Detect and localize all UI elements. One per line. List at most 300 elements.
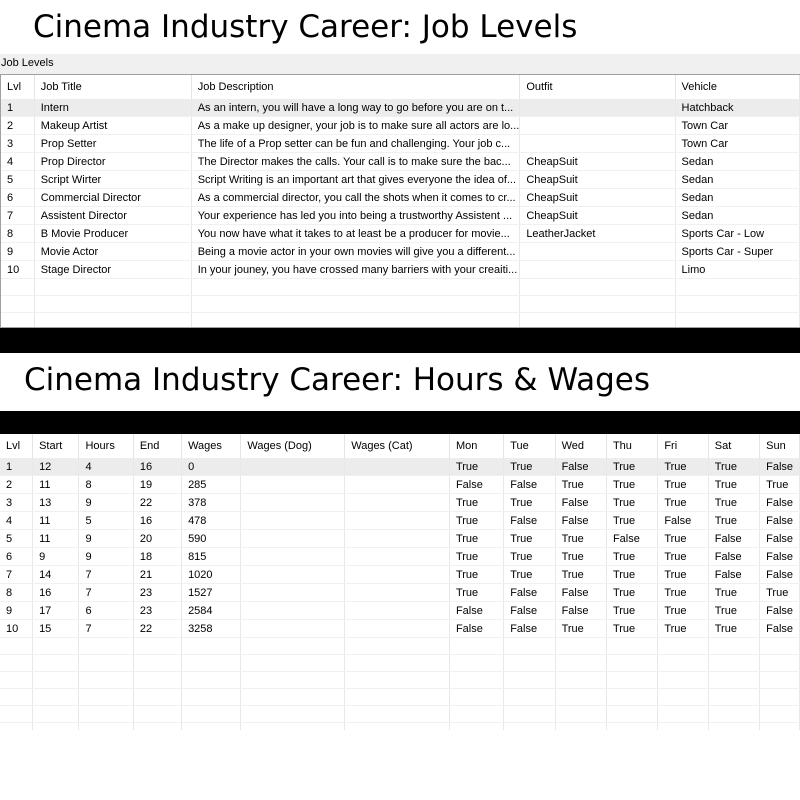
empty-cell bbox=[708, 723, 759, 731]
cell-wed: True bbox=[555, 530, 606, 548]
table-row[interactable] bbox=[1, 99, 800, 117]
cell-job-description: The Director makes the calls. Your call is to make sure the bac... bbox=[191, 153, 520, 171]
empty-cell bbox=[658, 672, 708, 689]
cell-sun: False bbox=[760, 548, 800, 566]
column-header-job-title[interactable]: Job Title bbox=[34, 75, 191, 99]
cell-job-description: Your experience has led you into being a trustworthy Assistent ... bbox=[191, 207, 520, 225]
cell-wages: 2584 bbox=[182, 602, 241, 620]
cell-wages: 1527 bbox=[182, 584, 241, 602]
empty-cell bbox=[555, 672, 606, 689]
cell-lvl: 1 bbox=[0, 458, 33, 476]
cell-sun: False bbox=[760, 566, 800, 584]
cell-wages-dog bbox=[241, 566, 345, 584]
cell-sat: True bbox=[708, 620, 759, 638]
column-header-end[interactable]: End bbox=[133, 434, 181, 458]
empty-row bbox=[0, 689, 800, 706]
column-header-mon[interactable]: Mon bbox=[449, 434, 503, 458]
empty-cell bbox=[79, 672, 133, 689]
hours-wages-title: Cinema Industry Career: Hours & Wages bbox=[24, 362, 651, 398]
cell-sat: False bbox=[708, 548, 759, 566]
cell-fri: False bbox=[658, 512, 708, 530]
cell-vehicle: Sedan bbox=[675, 171, 799, 189]
empty-cell bbox=[606, 723, 657, 731]
empty-cell bbox=[79, 638, 133, 655]
cell-tue: False bbox=[504, 602, 555, 620]
cell-mon: True bbox=[449, 584, 503, 602]
table-row[interactable] bbox=[1, 261, 800, 279]
empty-cell bbox=[449, 706, 503, 723]
cell-outfit: CheapSuit bbox=[520, 171, 675, 189]
cell-thu: True bbox=[606, 476, 657, 494]
cell-outfit bbox=[520, 261, 675, 279]
empty-cell bbox=[555, 638, 606, 655]
column-header-sun[interactable]: Sun bbox=[760, 434, 800, 458]
cell-mon: True bbox=[449, 548, 503, 566]
cell-outfit: CheapSuit bbox=[520, 189, 675, 207]
cell-thu: True bbox=[606, 458, 657, 476]
column-header-lvl[interactable]: Lvl bbox=[1, 75, 34, 99]
empty-cell bbox=[708, 672, 759, 689]
column-header-lvl[interactable]: Lvl bbox=[0, 434, 33, 458]
cell-hours: 9 bbox=[79, 530, 133, 548]
empty-cell bbox=[345, 655, 450, 672]
cell-fri: True bbox=[658, 458, 708, 476]
cell-fri: True bbox=[658, 620, 708, 638]
cell-job-description: The life of a Prop setter can be fun and challenging. Your job c... bbox=[191, 135, 520, 153]
cell-start: 14 bbox=[33, 566, 79, 584]
cell-sun: False bbox=[760, 494, 800, 512]
cell-outfit bbox=[520, 99, 675, 117]
cell-wed: True bbox=[555, 566, 606, 584]
cell-outfit: CheapSuit bbox=[520, 207, 675, 225]
empty-cell bbox=[555, 706, 606, 723]
empty-cell bbox=[1, 279, 34, 296]
empty-cell bbox=[760, 689, 800, 706]
column-header-wed[interactable]: Wed bbox=[555, 434, 606, 458]
cell-mon: True bbox=[449, 458, 503, 476]
cell-lvl: 7 bbox=[1, 207, 34, 225]
cell-tue: False bbox=[504, 584, 555, 602]
cell-job-description: Script Writing is an important art that gives everyone the idea of... bbox=[191, 171, 520, 189]
column-header-outfit[interactable]: Outfit bbox=[520, 75, 675, 99]
table-row[interactable] bbox=[1, 171, 800, 189]
cell-tue: True bbox=[504, 530, 555, 548]
cell-lvl: 4 bbox=[1, 153, 34, 171]
column-header-wages[interactable]: Wages bbox=[182, 434, 241, 458]
cell-fri: True bbox=[658, 548, 708, 566]
cell-wages-dog bbox=[241, 476, 345, 494]
empty-cell bbox=[760, 655, 800, 672]
cell-job-title: Stage Director bbox=[34, 261, 191, 279]
column-header-tue[interactable]: Tue bbox=[504, 434, 555, 458]
empty-cell bbox=[658, 689, 708, 706]
table-row[interactable] bbox=[0, 548, 800, 566]
empty-row bbox=[1, 279, 800, 296]
cell-thu: True bbox=[606, 512, 657, 530]
cell-job-title: Script Wirter bbox=[34, 171, 191, 189]
cell-start: 13 bbox=[33, 494, 79, 512]
table-row[interactable] bbox=[0, 512, 800, 530]
cell-fri: True bbox=[658, 602, 708, 620]
empty-cell bbox=[79, 689, 133, 706]
cell-job-description: As a make up designer, your job is to make sure all actors are lo... bbox=[191, 117, 520, 135]
cell-mon: True bbox=[449, 566, 503, 584]
empty-cell bbox=[345, 689, 450, 706]
separator-bar bbox=[0, 328, 800, 353]
cell-wages-cat bbox=[345, 566, 450, 584]
cell-job-description: In your jouney, you have crossed many barriers with your creaiti... bbox=[191, 261, 520, 279]
cell-wages-cat bbox=[345, 584, 450, 602]
empty-cell bbox=[0, 655, 33, 672]
cell-sun: True bbox=[760, 584, 800, 602]
cell-end: 18 bbox=[133, 548, 181, 566]
cell-thu: True bbox=[606, 620, 657, 638]
cell-outfit bbox=[520, 135, 675, 153]
hours-wages-header-row bbox=[0, 434, 800, 458]
cell-end: 22 bbox=[133, 494, 181, 512]
cell-mon: True bbox=[449, 530, 503, 548]
column-header-sat[interactable]: Sat bbox=[708, 434, 759, 458]
table-row[interactable] bbox=[0, 566, 800, 584]
empty-row bbox=[1, 296, 800, 313]
cell-sun: True bbox=[760, 476, 800, 494]
cell-outfit bbox=[520, 117, 675, 135]
cell-end: 21 bbox=[133, 566, 181, 584]
cell-vehicle: Town Car bbox=[675, 135, 799, 153]
job-levels-title: Cinema Industry Career: Job Levels bbox=[33, 9, 578, 45]
column-header-vehicle[interactable]: Vehicle bbox=[675, 75, 799, 99]
table-row[interactable] bbox=[1, 135, 800, 153]
column-header-thu[interactable]: Thu bbox=[606, 434, 657, 458]
cell-end: 19 bbox=[133, 476, 181, 494]
cell-wages: 378 bbox=[182, 494, 241, 512]
empty-cell bbox=[191, 279, 520, 296]
cell-fri: True bbox=[658, 476, 708, 494]
cell-vehicle: Sports Car - Low bbox=[675, 225, 799, 243]
cell-fri: True bbox=[658, 530, 708, 548]
empty-cell bbox=[606, 638, 657, 655]
cell-wages: 1020 bbox=[182, 566, 241, 584]
cell-wages: 0 bbox=[182, 458, 241, 476]
cell-start: 11 bbox=[33, 512, 79, 530]
empty-cell bbox=[504, 672, 555, 689]
job-levels-header-row bbox=[1, 75, 800, 99]
cell-wed: True bbox=[555, 476, 606, 494]
cell-job-title: Intern bbox=[34, 99, 191, 117]
empty-cell bbox=[33, 672, 79, 689]
cell-wages: 3258 bbox=[182, 620, 241, 638]
empty-cell bbox=[449, 723, 503, 731]
table-row[interactable] bbox=[1, 189, 800, 207]
table-row[interactable] bbox=[0, 458, 800, 476]
empty-cell bbox=[79, 655, 133, 672]
empty-cell bbox=[33, 689, 79, 706]
cell-wages-dog bbox=[241, 458, 345, 476]
cell-lvl: 9 bbox=[0, 602, 33, 620]
job-levels-table bbox=[1, 75, 800, 328]
empty-cell bbox=[520, 279, 675, 296]
cell-wages-dog bbox=[241, 620, 345, 638]
cell-wages: 590 bbox=[182, 530, 241, 548]
empty-cell bbox=[133, 638, 181, 655]
cell-end: 22 bbox=[133, 620, 181, 638]
cell-lvl: 3 bbox=[0, 494, 33, 512]
cell-wed: False bbox=[555, 602, 606, 620]
cell-job-title: Prop Setter bbox=[34, 135, 191, 153]
cell-vehicle: Sedan bbox=[675, 153, 799, 171]
empty-row bbox=[0, 723, 800, 731]
empty-cell bbox=[34, 296, 191, 313]
empty-cell bbox=[658, 723, 708, 731]
cell-start: 15 bbox=[33, 620, 79, 638]
empty-cell bbox=[79, 723, 133, 731]
cell-wages-cat bbox=[345, 458, 450, 476]
empty-cell bbox=[1, 313, 34, 329]
empty-row bbox=[0, 706, 800, 723]
empty-cell bbox=[504, 689, 555, 706]
column-header-job-description[interactable]: Job Description bbox=[191, 75, 520, 99]
cell-hours: 9 bbox=[79, 548, 133, 566]
cell-lvl: 7 bbox=[0, 566, 33, 584]
column-header-fri[interactable]: Fri bbox=[658, 434, 708, 458]
empty-cell bbox=[555, 689, 606, 706]
table-row[interactable] bbox=[0, 476, 800, 494]
empty-cell bbox=[241, 672, 345, 689]
cell-sat: True bbox=[708, 458, 759, 476]
empty-cell bbox=[555, 655, 606, 672]
cell-wed: False bbox=[555, 458, 606, 476]
column-header-start[interactable]: Start bbox=[33, 434, 79, 458]
cell-sun: False bbox=[760, 602, 800, 620]
cell-wages-cat bbox=[345, 476, 450, 494]
cell-outfit: CheapSuit bbox=[520, 153, 675, 171]
cell-tue: False bbox=[504, 512, 555, 530]
cell-tue: False bbox=[504, 476, 555, 494]
cell-sat: False bbox=[708, 566, 759, 584]
cell-wed: False bbox=[555, 512, 606, 530]
cell-job-title: Movie Actor bbox=[34, 243, 191, 261]
empty-cell bbox=[504, 655, 555, 672]
empty-cell bbox=[658, 706, 708, 723]
job-levels-body bbox=[1, 99, 800, 328]
empty-cell bbox=[241, 655, 345, 672]
cell-thu: True bbox=[606, 494, 657, 512]
empty-cell bbox=[182, 723, 241, 731]
cell-wages-dog bbox=[241, 530, 345, 548]
cell-start: 11 bbox=[33, 530, 79, 548]
cell-start: 17 bbox=[33, 602, 79, 620]
empty-cell bbox=[449, 638, 503, 655]
cell-thu: False bbox=[606, 530, 657, 548]
cell-hours: 4 bbox=[79, 458, 133, 476]
cell-wages-cat bbox=[345, 602, 450, 620]
empty-cell bbox=[555, 723, 606, 731]
table-row[interactable] bbox=[1, 153, 800, 171]
empty-cell bbox=[520, 296, 675, 313]
column-header-wages-cat[interactable]: Wages (Cat) bbox=[345, 434, 450, 458]
cell-sun: False bbox=[760, 620, 800, 638]
table-row[interactable] bbox=[0, 584, 800, 602]
empty-cell bbox=[33, 638, 79, 655]
cell-wages-dog bbox=[241, 512, 345, 530]
empty-row bbox=[1, 313, 800, 329]
empty-cell bbox=[606, 689, 657, 706]
table-row[interactable] bbox=[0, 494, 800, 512]
empty-cell bbox=[675, 313, 799, 329]
empty-cell bbox=[449, 689, 503, 706]
cell-sun: False bbox=[760, 458, 800, 476]
empty-cell bbox=[504, 723, 555, 731]
table-row[interactable] bbox=[0, 602, 800, 620]
cell-job-description: As a commercial director, you call the shots when it comes to cr... bbox=[191, 189, 520, 207]
cell-hours: 5 bbox=[79, 512, 133, 530]
empty-cell bbox=[708, 638, 759, 655]
hours-wages-body bbox=[0, 458, 800, 730]
empty-cell bbox=[520, 313, 675, 329]
cell-hours: 6 bbox=[79, 602, 133, 620]
cell-sat: True bbox=[708, 512, 759, 530]
cell-tue: False bbox=[504, 620, 555, 638]
cell-end: 23 bbox=[133, 584, 181, 602]
table-row[interactable] bbox=[1, 117, 800, 135]
cell-sat: True bbox=[708, 494, 759, 512]
empty-cell bbox=[33, 655, 79, 672]
empty-cell bbox=[133, 655, 181, 672]
cell-hours: 7 bbox=[79, 584, 133, 602]
empty-cell bbox=[241, 723, 345, 731]
empty-cell bbox=[34, 313, 191, 329]
cell-tue: True bbox=[504, 458, 555, 476]
cell-wages-cat bbox=[345, 512, 450, 530]
empty-cell bbox=[182, 672, 241, 689]
empty-cell bbox=[0, 706, 33, 723]
empty-cell bbox=[345, 706, 450, 723]
empty-cell bbox=[708, 655, 759, 672]
cell-lvl: 6 bbox=[0, 548, 33, 566]
empty-cell bbox=[133, 723, 181, 731]
cell-lvl: 10 bbox=[1, 261, 34, 279]
empty-cell bbox=[133, 706, 181, 723]
empty-cell bbox=[241, 689, 345, 706]
hours-wages-grid[interactable] bbox=[0, 434, 800, 730]
cell-thu: True bbox=[606, 602, 657, 620]
cell-lvl: 3 bbox=[1, 135, 34, 153]
cell-sat: False bbox=[708, 530, 759, 548]
empty-cell bbox=[345, 638, 450, 655]
empty-cell bbox=[606, 655, 657, 672]
empty-cell bbox=[504, 638, 555, 655]
cell-wed: False bbox=[555, 494, 606, 512]
cell-start: 12 bbox=[33, 458, 79, 476]
column-header-wages-dog[interactable]: Wages (Dog) bbox=[241, 434, 345, 458]
cell-hours: 9 bbox=[79, 494, 133, 512]
empty-cell bbox=[760, 723, 800, 731]
cell-mon: False bbox=[449, 620, 503, 638]
cell-wages-dog bbox=[241, 602, 345, 620]
cell-lvl: 10 bbox=[0, 620, 33, 638]
cell-job-title: Prop Director bbox=[34, 153, 191, 171]
cell-lvl: 4 bbox=[0, 512, 33, 530]
cell-sun: False bbox=[760, 530, 800, 548]
cell-lvl: 8 bbox=[1, 225, 34, 243]
cell-wages-dog bbox=[241, 548, 345, 566]
table-row[interactable] bbox=[0, 530, 800, 548]
empty-cell bbox=[241, 638, 345, 655]
empty-cell bbox=[182, 638, 241, 655]
cell-thu: True bbox=[606, 584, 657, 602]
cell-mon: False bbox=[449, 476, 503, 494]
cell-lvl: 2 bbox=[1, 117, 34, 135]
empty-cell bbox=[0, 723, 33, 731]
job-levels-grid[interactable] bbox=[0, 74, 800, 328]
cell-vehicle: Sedan bbox=[675, 189, 799, 207]
cell-start: 16 bbox=[33, 584, 79, 602]
empty-cell bbox=[133, 672, 181, 689]
cell-sat: True bbox=[708, 476, 759, 494]
cell-mon: True bbox=[449, 512, 503, 530]
cell-hours: 8 bbox=[79, 476, 133, 494]
cell-lvl: 8 bbox=[0, 584, 33, 602]
cell-lvl: 5 bbox=[1, 171, 34, 189]
cell-job-title: Commercial Director bbox=[34, 189, 191, 207]
empty-cell bbox=[33, 723, 79, 731]
table-row[interactable] bbox=[1, 243, 800, 261]
table-row[interactable] bbox=[1, 207, 800, 225]
empty-cell bbox=[658, 655, 708, 672]
empty-cell bbox=[449, 655, 503, 672]
empty-cell bbox=[606, 706, 657, 723]
cell-sat: True bbox=[708, 602, 759, 620]
empty-cell bbox=[760, 706, 800, 723]
cell-vehicle: Hatchback bbox=[675, 99, 799, 117]
cell-mon: False bbox=[449, 602, 503, 620]
cell-job-title: B Movie Producer bbox=[34, 225, 191, 243]
empty-cell bbox=[675, 296, 799, 313]
empty-cell bbox=[33, 706, 79, 723]
cell-fri: True bbox=[658, 584, 708, 602]
empty-cell bbox=[504, 706, 555, 723]
cell-start: 9 bbox=[33, 548, 79, 566]
empty-cell bbox=[449, 672, 503, 689]
cell-hours: 7 bbox=[79, 566, 133, 584]
cell-wages: 285 bbox=[182, 476, 241, 494]
cell-wed: True bbox=[555, 620, 606, 638]
cell-job-title: Makeup Artist bbox=[34, 117, 191, 135]
cell-vehicle: Town Car bbox=[675, 117, 799, 135]
cell-wages-cat bbox=[345, 494, 450, 512]
table-row[interactable] bbox=[1, 225, 800, 243]
cell-sun: False bbox=[760, 512, 800, 530]
cell-wages: 815 bbox=[182, 548, 241, 566]
empty-cell bbox=[345, 723, 450, 731]
empty-cell bbox=[708, 706, 759, 723]
cell-wages-cat bbox=[345, 620, 450, 638]
cell-wages-cat bbox=[345, 548, 450, 566]
empty-cell bbox=[182, 655, 241, 672]
cell-lvl: 9 bbox=[1, 243, 34, 261]
cell-job-description: As an intern, you will have a long way to go before you are on t... bbox=[191, 99, 520, 117]
empty-cell bbox=[675, 279, 799, 296]
cell-wages: 478 bbox=[182, 512, 241, 530]
cell-fri: True bbox=[658, 494, 708, 512]
table-row[interactable] bbox=[0, 620, 800, 638]
cell-wed: True bbox=[555, 548, 606, 566]
cell-lvl: 5 bbox=[0, 530, 33, 548]
column-header-hours[interactable]: Hours bbox=[79, 434, 133, 458]
empty-cell bbox=[191, 313, 520, 329]
cell-end: 23 bbox=[133, 602, 181, 620]
cell-vehicle: Sports Car - Super bbox=[675, 243, 799, 261]
